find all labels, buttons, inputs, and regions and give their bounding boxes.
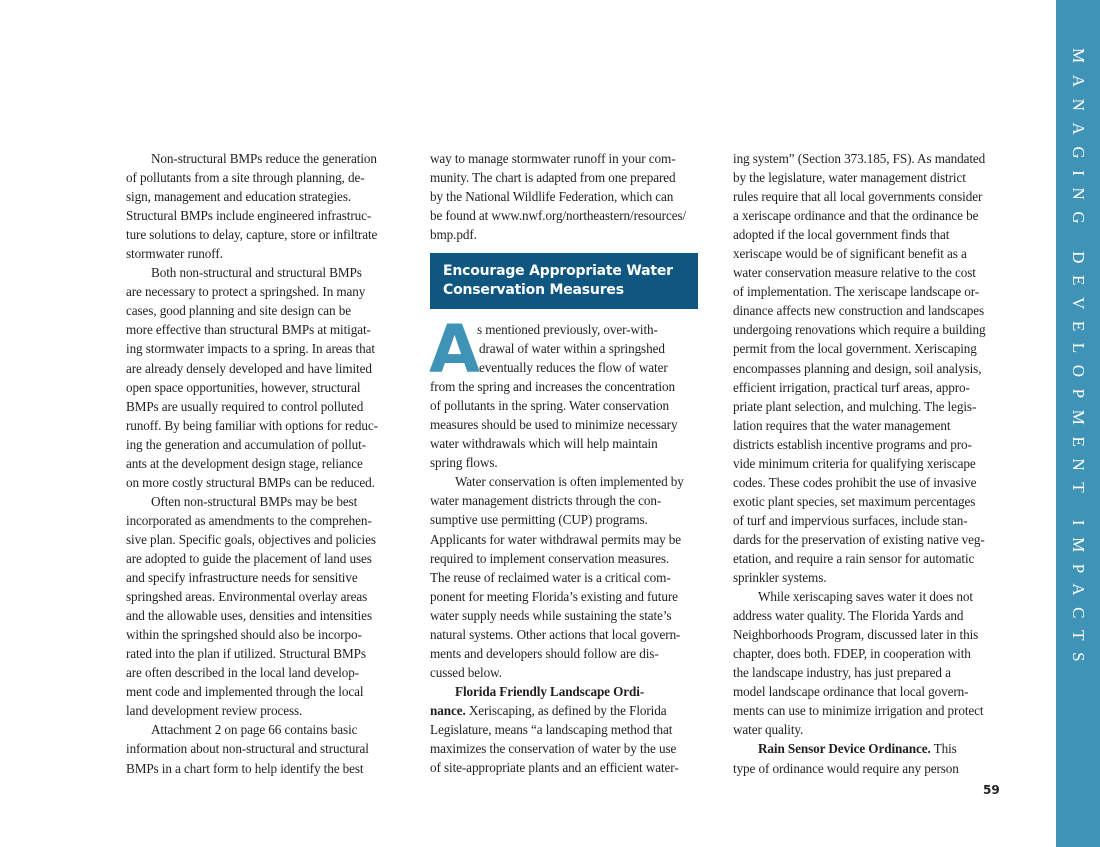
text-line: ponent for meeting Florida’s existing and future	[430, 588, 678, 604]
text-line: water management districts through the con-	[430, 493, 662, 509]
section-sidebar	[1056, 0, 1100, 847]
text-line: natural systems. Other actions that local govern-	[430, 626, 681, 642]
text-line: sumptive use permitting (CUP) programs.	[430, 512, 648, 528]
text-column-2-top	[430, 149, 698, 244]
text-line: etation, and require a rain sensor for automatic	[733, 550, 975, 566]
text-line: and specify infrastructure needs for sensitive	[126, 570, 358, 586]
text-line: chapter, does both. FDEP, in cooperation with	[733, 646, 971, 662]
text-line: runoff. By being familiar with options for reduc-	[126, 417, 378, 433]
text-line: permit from the local government. Xeriscaping	[733, 341, 977, 357]
text-line: drawal of water within a springshed	[479, 341, 665, 357]
text-column-3	[733, 149, 999, 778]
text-line: are often described in the local land develop-	[126, 665, 360, 681]
text-line: cussed below.	[430, 664, 502, 680]
text-line: Water conservation is often implemented by	[455, 474, 684, 490]
text-line: way to manage stormwater runoff in your com-	[430, 151, 676, 166]
text-line: ing the generation and accumulation of pollut-	[126, 436, 367, 452]
text-line: address water quality. The Florida Yards and	[733, 608, 964, 624]
text-line: dards for the preservation of existing native veg-	[733, 531, 985, 547]
text-line: open space opportunities, however, structural	[126, 379, 361, 395]
page-number: 59	[983, 783, 1000, 797]
text-line: encompasses planning and design, soil analysis,	[733, 360, 982, 376]
text-line: of turf and impervious surfaces, include stan-	[733, 512, 968, 528]
text-line: dinance affects new construction and landscapes	[733, 303, 985, 319]
text-line: ants at the development design stage, reliance	[126, 455, 363, 471]
text-line: water conservation measure relative to the cost	[733, 265, 976, 281]
text-line: type of ordinance would require any person	[733, 760, 959, 776]
text-line: land development review process.	[126, 703, 303, 719]
text-line: s mentioned previously, over-with-	[477, 322, 658, 337]
text-line: of implementation. The xeriscape landscape or-	[733, 284, 980, 300]
text-line: ments and developers should follow are dis-	[430, 645, 659, 661]
text-line: Neighborhoods Program, discussed later in this	[733, 627, 979, 643]
sidebar-section-title: MANAGING DEVELOPMENT IMPACTS	[1069, 48, 1088, 674]
text-line: information about non-structural and structural	[126, 741, 369, 757]
text-line: rated into the plan if utilized. Structural BMPs	[126, 646, 366, 662]
text-line: water withdrawals which will help maintain	[430, 436, 658, 452]
text-line: districts establish incentive programs and pro-	[733, 436, 972, 452]
text-line: codes. These codes prohibit the use of invasive	[733, 474, 977, 490]
text-line	[430, 701, 698, 720]
section-heading-line-2: Conservation Measures	[443, 282, 624, 298]
text-line: While xeriscaping saves water it does not	[758, 589, 973, 605]
text-line: sprinkler systems.	[733, 570, 827, 586]
text-line: Legislature, means “a landscaping method that	[430, 721, 673, 737]
text-line: Structural BMPs include engineered infrastruc-	[126, 208, 372, 224]
text-line: BMPs are usually required to control polluted	[126, 398, 364, 414]
text-line: maximizes the conservation of water by the use	[430, 741, 677, 757]
subheading-rain-sensor: Rain Sensor Device Ordinance.	[758, 741, 931, 757]
text-line: ing stormwater impacts to a spring. In areas that	[126, 341, 375, 357]
text-line: more effective than structural BMPs at mitigat-	[126, 322, 371, 338]
text-line: stormwater runoff.	[126, 246, 223, 262]
text-line: The reuse of reclaimed water is a critical com-	[430, 569, 671, 585]
text-line: munity. The chart is adapted from one prepared	[430, 170, 676, 186]
text-line: of site-appropriate plants and an efficient water-	[430, 760, 679, 776]
text-line: by the National Wildlife Federation, which can	[430, 189, 674, 205]
text-line: springshed areas. Environmental overlay areas	[126, 589, 368, 605]
drop-cap: A	[429, 311, 480, 388]
text-line: lation requires that the water management	[733, 417, 951, 433]
subheading-florida-friendly-cont: nance.	[430, 702, 466, 718]
text-column-2-body	[429, 311, 698, 777]
text-line: by the legislature, water management district	[733, 170, 966, 186]
text-line: ment code and implemented through the local	[126, 684, 364, 700]
text-fragment: This	[930, 741, 957, 757]
section-heading-line-1: Encourage Appropriate Water	[443, 263, 673, 279]
text-line: ing system” (Section 373.185, FS). As mandated	[733, 151, 986, 166]
text-line: the landscape industry, has just prepared a	[733, 665, 951, 681]
text-line: undergoing renovations which require a building	[733, 322, 986, 338]
text-line: cases, good planning and site design can be	[126, 303, 351, 319]
text-line: and the allowable uses, densities and intensities	[126, 608, 372, 624]
text-line: from the spring and increases the concentration	[430, 379, 676, 395]
text-line: Attachment 2 on page 66 contains basic	[151, 722, 358, 738]
text-line: ture solutions to delay, capture, store or infiltrate	[126, 227, 378, 243]
text-line: efficient irrigation, practical turf areas, appro-	[733, 379, 970, 395]
text-line: incorporated as amendments to the comprehen-	[126, 512, 372, 528]
text-line: of pollutants in the spring. Water conservation	[430, 398, 670, 414]
text-line: are already densely developed and have limited	[126, 360, 372, 376]
text-column-1	[126, 149, 394, 778]
text-line: are necessary to protect a springshed. In many	[126, 284, 366, 300]
text-line: sign, management and education strategies.	[126, 189, 352, 205]
text-line: a xeriscape ordinance and that the ordinance be	[733, 208, 979, 224]
text-line: model landscape ordinance that local govern-	[733, 684, 969, 700]
text-line: of pollutants from a site through planning, de-	[126, 170, 365, 186]
text-line: within the springshed should also be incorpo-	[126, 627, 362, 643]
text-line: on more costly structural BMPs can be reduced.	[126, 474, 375, 490]
text-line: ments can use to minimize irrigation and protect	[733, 703, 984, 719]
section-heading	[430, 253, 698, 309]
text-line: water supply needs while sustaining the state’s	[430, 607, 672, 623]
text-line: exotic plant species, set maximum percentages	[733, 493, 976, 509]
text-line: xeriscape would be of significant benefit as a	[733, 246, 967, 262]
text-line: be found at www.nwf.org/northeastern/resources/	[430, 208, 687, 224]
text-line: Non-structural BMPs reduce the generation	[151, 151, 377, 166]
text-line: measures should be used to minimize necessary	[430, 417, 678, 433]
text-line: adopted if the local government finds that	[733, 227, 950, 243]
text-line: are adopted to guide the placement of land uses	[126, 550, 372, 566]
text-line: spring flows.	[430, 455, 498, 471]
text-line: eventually reduces the flow of water	[479, 360, 668, 376]
text-fragment: Xeriscaping, as defined by the Florida	[465, 702, 667, 718]
text-line: sive plan. Specific goals, objectives and policies	[126, 531, 376, 547]
text-line: priate plant selection, and mulching. The legis-	[733, 398, 977, 414]
text-line	[733, 739, 999, 758]
text-line: water quality.	[733, 722, 804, 738]
text-line: bmp.pdf.	[430, 227, 477, 243]
text-line: required to implement conservation measures.	[430, 550, 670, 566]
subheading-florida-friendly: Florida Friendly Landscape Ordi-	[455, 683, 645, 699]
text-line: Often non-structural BMPs may be best	[151, 493, 358, 509]
text-line: BMPs in a chart form to help identify the best	[126, 760, 364, 776]
text-line: Both non-structural and structural BMPs	[151, 265, 362, 281]
text-line: Applicants for water withdrawal permits may be	[430, 531, 682, 547]
text-line: rules require that all local governments consider	[733, 189, 983, 205]
text-line: vide minimum criteria for qualifying xeriscape	[733, 455, 976, 471]
